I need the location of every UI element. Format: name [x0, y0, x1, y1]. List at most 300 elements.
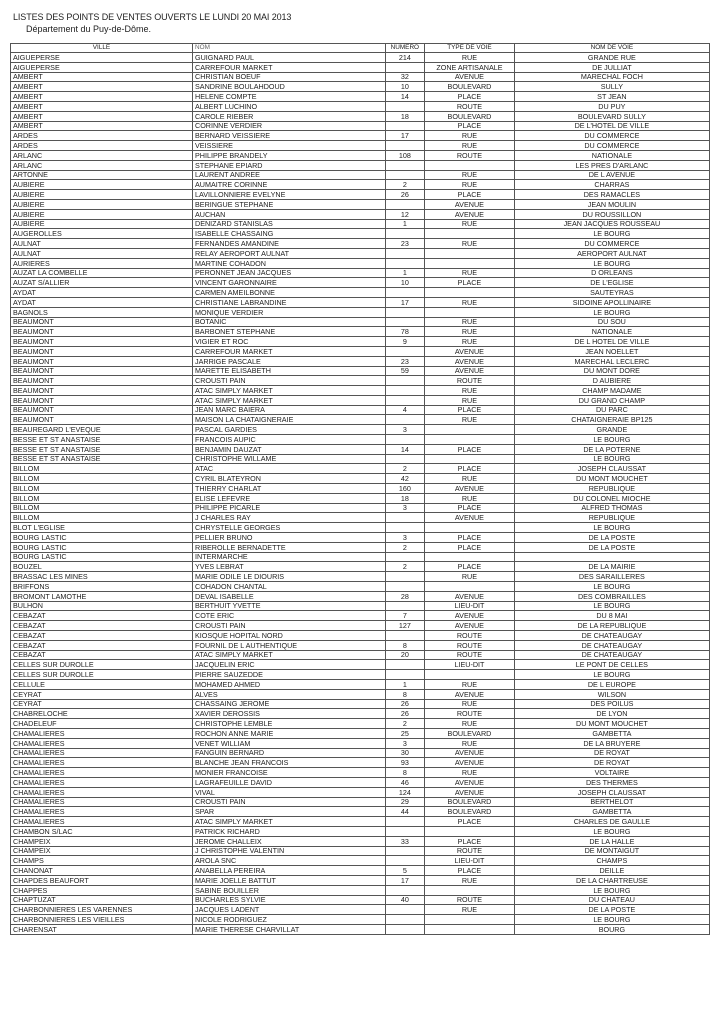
cell-numero: 78 [385, 327, 425, 337]
cell-nom-de-voie: LE BOURG [514, 582, 709, 592]
cell-numero: 20 [385, 650, 425, 660]
cell-nom: PIERRE SAUZEDDE [193, 670, 386, 680]
cell-type-de-voie: RUE [425, 875, 515, 885]
cell-type-de-voie: ROUTE [425, 150, 515, 160]
cell-nom-de-voie: DE LA MAIRIE [514, 562, 709, 572]
cell-numero [385, 846, 425, 856]
cell-type-de-voie: PLACE [425, 562, 515, 572]
table-row [11, 209, 710, 219]
table-row [11, 229, 710, 239]
cell-type-de-voie: BOULEVARD [425, 797, 515, 807]
cell-nom: LAURENT ANDREE [193, 170, 386, 180]
table-row [11, 631, 710, 641]
cell-ville: AUBIERE [11, 190, 193, 200]
cell-ville: CHARBONNIERES LES VIEILLES [11, 915, 193, 925]
cell-nom: HELENE COMPTE [193, 92, 386, 102]
cell-ville: AUBIERE [11, 180, 193, 190]
cell-type-de-voie: RUE [425, 268, 515, 278]
table-row [11, 807, 710, 817]
cell-nom: VIVAL [193, 787, 386, 797]
table-row [11, 199, 710, 209]
table-row [11, 297, 710, 307]
cell-type-de-voie: LIEU-DIT [425, 856, 515, 866]
cell-numero: 3 [385, 738, 425, 748]
cell-numero: 108 [385, 150, 425, 160]
table-row [11, 895, 710, 905]
cell-nom-de-voie [514, 552, 709, 562]
table-row [11, 846, 710, 856]
cell-type-de-voie: AVENUE [425, 199, 515, 209]
column-header-type-de-voie: TYPE DE VOIE [425, 44, 515, 53]
table-row [11, 689, 710, 699]
cell-numero: 17 [385, 875, 425, 885]
cell-ville: BILLOM [11, 513, 193, 523]
cell-nom-de-voie: DU MONT MOUCHET [514, 474, 709, 484]
cell-nom-de-voie: DU 8 MAI [514, 611, 709, 621]
cell-nom: JACQUELIN ERIC [193, 660, 386, 670]
cell-numero [385, 924, 425, 934]
cell-ville: ARLANC [11, 160, 193, 170]
cell-numero [385, 258, 425, 268]
cell-nom: MARIE THERESE CHARVILLAT [193, 924, 386, 934]
table-row [11, 885, 710, 895]
cell-type-de-voie [425, 924, 515, 934]
cell-ville: ARTONNE [11, 170, 193, 180]
table-row [11, 307, 710, 317]
cell-nom-de-voie: DE LA HALLE [514, 836, 709, 846]
table-row [11, 582, 710, 592]
cell-nom: CHRISTOPHE WILLAME [193, 454, 386, 464]
cell-type-de-voie [425, 425, 515, 435]
table-row [11, 82, 710, 92]
cell-type-de-voie: AVENUE [425, 72, 515, 82]
cell-nom: JEAN MARC BAIERA [193, 405, 386, 415]
table-row [11, 552, 710, 562]
cell-nom-de-voie: SIDOINE APOLLINAIRE [514, 297, 709, 307]
cell-ville: CHAMBON S/LAC [11, 826, 193, 836]
cell-type-de-voie: RUE [425, 572, 515, 582]
cell-nom-de-voie: DES COMBRAILLES [514, 591, 709, 601]
cell-nom-de-voie: JOSEPH CLAUSSAT [514, 464, 709, 474]
cell-ville: AMBERT [11, 111, 193, 121]
cell-ville: CHAMALIERES [11, 758, 193, 768]
cell-ville: CELLES SUR DUROLLE [11, 660, 193, 670]
cell-numero: 18 [385, 493, 425, 503]
cell-type-de-voie [425, 826, 515, 836]
table-row [11, 611, 710, 621]
cell-nom-de-voie: LE PONT DE CELLES [514, 660, 709, 670]
cell-nom: ATAC SIMPLY MARKET [193, 386, 386, 396]
column-header-numero: NUMERO [385, 44, 425, 53]
cell-numero: 33 [385, 836, 425, 846]
table-row [11, 866, 710, 876]
cell-nom-de-voie: D ORLEANS [514, 268, 709, 278]
cell-nom: FERNANDES AMANDINE [193, 239, 386, 249]
table-row [11, 141, 710, 151]
cell-ville: CHAPPES [11, 885, 193, 895]
table-row [11, 180, 710, 190]
cell-type-de-voie [425, 915, 515, 925]
table-row [11, 72, 710, 82]
cell-numero [385, 631, 425, 641]
cell-nom: CHASSAING JEROME [193, 699, 386, 709]
cell-type-de-voie: AVENUE [425, 484, 515, 494]
cell-nom: COTE ERIC [193, 611, 386, 621]
cell-type-de-voie: RUE [425, 699, 515, 709]
cell-ville: CHAPTUZAT [11, 895, 193, 905]
cell-numero: 160 [385, 484, 425, 494]
cell-nom-de-voie: DU COMMERCE [514, 141, 709, 151]
cell-nom-de-voie: LES PRES D'ARLANC [514, 160, 709, 170]
cell-type-de-voie: AVENUE [425, 777, 515, 787]
cell-nom-de-voie: DE LA POSTE [514, 533, 709, 543]
cell-nom-de-voie: CHARLES DE GAULLE [514, 817, 709, 827]
cell-type-de-voie: RUE [425, 327, 515, 337]
table-row [11, 366, 710, 376]
table-row [11, 709, 710, 719]
cell-nom: PASCAL GARDIES [193, 425, 386, 435]
cell-ville: AULNAT [11, 239, 193, 249]
cell-nom-de-voie: DEILLE [514, 866, 709, 876]
table-row [11, 121, 710, 131]
cell-type-de-voie: AVENUE [425, 611, 515, 621]
cell-nom-de-voie: CHAMP MADAME [514, 386, 709, 396]
cell-nom: BARBONET STEPHANE [193, 327, 386, 337]
cell-type-de-voie: PLACE [425, 542, 515, 552]
table-row [11, 817, 710, 827]
cell-numero: 2 [385, 562, 425, 572]
table-row [11, 219, 710, 229]
cell-numero: 26 [385, 190, 425, 200]
cell-ville: ARLANC [11, 150, 193, 160]
table-row [11, 523, 710, 533]
table-row [11, 905, 710, 915]
table-row [11, 258, 710, 268]
cell-type-de-voie [425, 160, 515, 170]
cell-ville: CHAMALIERES [11, 817, 193, 827]
cell-nom: XAVIER DEROSSIS [193, 709, 386, 719]
cell-nom-de-voie: LE BOURG [514, 258, 709, 268]
cell-numero [385, 582, 425, 592]
cell-type-de-voie: ROUTE [425, 376, 515, 386]
cell-type-de-voie: RUE [425, 415, 515, 425]
cell-numero [385, 817, 425, 827]
cell-ville: AMBERT [11, 72, 193, 82]
cell-nom: SANDRINE BOULAHDOUD [193, 82, 386, 92]
table-row [11, 680, 710, 690]
cell-type-de-voie: RUE [425, 386, 515, 396]
cell-nom-de-voie: DU GRAND CHAMP [514, 395, 709, 405]
cell-type-de-voie: LIEU-DIT [425, 601, 515, 611]
cell-type-de-voie: RUE [425, 474, 515, 484]
cell-nom: CYRIL BLATEYRON [193, 474, 386, 484]
cell-type-de-voie [425, 582, 515, 592]
table-row [11, 150, 710, 160]
cell-nom: BOTANIC [193, 317, 386, 327]
cell-type-de-voie: BOULEVARD [425, 82, 515, 92]
cell-numero: 40 [385, 895, 425, 905]
cell-nom: AUCHAN [193, 209, 386, 219]
cell-ville: AULNAT [11, 248, 193, 258]
cell-nom-de-voie: DE LA POSTE [514, 542, 709, 552]
cell-nom: INTERMARCHE [193, 552, 386, 562]
cell-ville: AUBIERE [11, 199, 193, 209]
table-row [11, 797, 710, 807]
cell-type-de-voie: PLACE [425, 866, 515, 876]
cell-nom-de-voie: DU CHATEAU [514, 895, 709, 905]
cell-ville: CHAMALIERES [11, 797, 193, 807]
cell-type-de-voie: RUE [425, 493, 515, 503]
cell-numero: 7 [385, 611, 425, 621]
cell-ville: BULHON [11, 601, 193, 611]
cell-type-de-voie: RUE [425, 317, 515, 327]
table-row [11, 346, 710, 356]
cell-type-de-voie: LIEU-DIT [425, 660, 515, 670]
cell-type-de-voie: AVENUE [425, 356, 515, 366]
cell-type-de-voie: PLACE [425, 278, 515, 288]
cell-ville: AUBIERE [11, 209, 193, 219]
cell-ville: CHAMALIERES [11, 787, 193, 797]
cell-type-de-voie: ROUTE [425, 631, 515, 641]
cell-type-de-voie [425, 288, 515, 298]
cell-ville: AIGUEPERSE [11, 53, 193, 63]
cell-ville: CHAMALIERES [11, 748, 193, 758]
cell-numero: 9 [385, 337, 425, 347]
cell-nom-de-voie: WILSON [514, 689, 709, 699]
table-row [11, 777, 710, 787]
table-row [11, 533, 710, 543]
cell-nom-de-voie: GRANDE RUE [514, 53, 709, 63]
cell-numero: 23 [385, 239, 425, 249]
cell-nom-de-voie: DE L AVENUE [514, 170, 709, 180]
cell-ville: CEBAZAT [11, 621, 193, 631]
cell-type-de-voie: BOULEVARD [425, 728, 515, 738]
cell-type-de-voie [425, 523, 515, 533]
cell-numero [385, 670, 425, 680]
cell-ville: BAGNOLS [11, 307, 193, 317]
cell-ville: AUBIERE [11, 219, 193, 229]
cell-nom: VIGIER ET ROC [193, 337, 386, 347]
cell-numero: 2 [385, 180, 425, 190]
cell-ville: CELLES SUR DUROLLE [11, 670, 193, 680]
table-row [11, 190, 710, 200]
table-body [11, 53, 710, 935]
table-row [11, 464, 710, 474]
cell-numero: 59 [385, 366, 425, 376]
cell-type-de-voie: AVENUE [425, 346, 515, 356]
cell-type-de-voie [425, 552, 515, 562]
cell-numero [385, 121, 425, 131]
cell-type-de-voie: RUE [425, 905, 515, 915]
cell-numero [385, 199, 425, 209]
cell-type-de-voie: ROUTE [425, 640, 515, 650]
cell-nom-de-voie: DU SOU [514, 317, 709, 327]
column-header-nom-de-voie: NOM DE VOIE [514, 44, 709, 53]
cell-numero: 14 [385, 444, 425, 454]
cell-ville: CEBAZAT [11, 631, 193, 641]
cell-type-de-voie: BOULEVARD [425, 807, 515, 817]
cell-ville: AYDAT [11, 297, 193, 307]
cell-nom-de-voie: DE CHATEAUGAY [514, 650, 709, 660]
cell-type-de-voie: AVENUE [425, 591, 515, 601]
table-row [11, 924, 710, 934]
cell-numero [385, 905, 425, 915]
table-row [11, 826, 710, 836]
table-row [11, 278, 710, 288]
cell-type-de-voie: RUE [425, 180, 515, 190]
cell-nom: LAGRAFEUILLE DAVID [193, 777, 386, 787]
table-row [11, 513, 710, 523]
cell-ville: CEBAZAT [11, 640, 193, 650]
cell-nom-de-voie: MARECHAL FOCH [514, 72, 709, 82]
cell-nom-de-voie: BERTHELOT [514, 797, 709, 807]
cell-nom: ALBERT LUCHINO [193, 101, 386, 111]
cell-type-de-voie: RUE [425, 297, 515, 307]
cell-ville: AUZAT LA COMBELLE [11, 268, 193, 278]
cell-ville: CHADELEUF [11, 719, 193, 729]
cell-nom: COHADON CHANTAL [193, 582, 386, 592]
cell-nom-de-voie: NATIONALE [514, 327, 709, 337]
cell-ville: BOUZEL [11, 562, 193, 572]
cell-nom-de-voie: DES POILUS [514, 699, 709, 709]
cell-nom: ALVES [193, 689, 386, 699]
cell-numero: 3 [385, 533, 425, 543]
cell-type-de-voie: AVENUE [425, 689, 515, 699]
table-row [11, 484, 710, 494]
cell-ville: BOURG LASTIC [11, 552, 193, 562]
table-row [11, 660, 710, 670]
column-header-ville: VILLE [11, 44, 193, 53]
cell-nom: BERNARD VEISSIERE [193, 131, 386, 141]
cell-type-de-voie: RUE [425, 680, 515, 690]
cell-ville: BEAUMONT [11, 415, 193, 425]
cell-numero [385, 435, 425, 445]
cell-nom: CHRISTIANE LABRANDINE [193, 297, 386, 307]
cell-type-de-voie: PLACE [425, 533, 515, 543]
cell-ville: BESSE ET ST ANASTAISE [11, 435, 193, 445]
cell-ville: CHAMPEIX [11, 836, 193, 846]
cell-numero [385, 572, 425, 582]
cell-numero: 29 [385, 797, 425, 807]
cell-ville: BILLOM [11, 484, 193, 494]
table-row [11, 591, 710, 601]
cell-nom-de-voie: DE L'HOTEL DE VILLE [514, 121, 709, 131]
cell-numero: 17 [385, 297, 425, 307]
cell-ville: CHAMALIERES [11, 807, 193, 817]
cell-type-de-voie: ROUTE [425, 650, 515, 660]
page-subtitle: Département du Puy-de-Dôme. [26, 24, 152, 34]
cell-numero [385, 346, 425, 356]
cell-nom-de-voie: DE LA POTERNE [514, 444, 709, 454]
cell-ville: CEYRAT [11, 699, 193, 709]
cell-nom: RELAY AEROPORT AULNAT [193, 248, 386, 258]
cell-numero [385, 523, 425, 533]
cell-nom: YVES LEBRAT [193, 562, 386, 572]
cell-nom: FOURNIL DE L AUTHENTIQUE [193, 640, 386, 650]
cell-nom: ANABELLA PEREIRA [193, 866, 386, 876]
cell-nom: PHILIPPE PICARLE [193, 503, 386, 513]
cell-nom-de-voie: DU COMMERCE [514, 239, 709, 249]
table-row [11, 542, 710, 552]
cell-numero: 46 [385, 777, 425, 787]
cell-nom: GUIGNARD PAUL [193, 53, 386, 63]
cell-type-de-voie: PLACE [425, 817, 515, 827]
cell-numero: 10 [385, 82, 425, 92]
table-row [11, 53, 710, 63]
cell-numero: 23 [385, 356, 425, 366]
table-row [11, 650, 710, 660]
cell-nom: PELLIER BRUNO [193, 533, 386, 543]
cell-nom: PATRICK RICHARD [193, 826, 386, 836]
cell-type-de-voie: PLACE [425, 444, 515, 454]
cell-ville: BEAUMONT [11, 366, 193, 376]
cell-ville: BESSE ET ST ANASTAISE [11, 444, 193, 454]
cell-type-de-voie [425, 454, 515, 464]
cell-nom-de-voie: SULLY [514, 82, 709, 92]
cell-numero: 127 [385, 621, 425, 631]
column-header-nom: NOM [193, 44, 386, 53]
cell-numero [385, 160, 425, 170]
cell-type-de-voie: AVENUE [425, 366, 515, 376]
cell-nom-de-voie: NATIONALE [514, 150, 709, 160]
cell-nom-de-voie: VOLTAIRE [514, 768, 709, 778]
cell-nom: VINCENT GARONNAIRE [193, 278, 386, 288]
cell-ville: AIGUEPERSE [11, 62, 193, 72]
cell-nom: BLANCHE JEAN FRANCOIS [193, 758, 386, 768]
cell-type-de-voie: PLACE [425, 836, 515, 846]
cell-nom-de-voie: LE BOURG [514, 601, 709, 611]
cell-nom-de-voie: DU COLONEL MIOCHE [514, 493, 709, 503]
cell-numero: 28 [385, 591, 425, 601]
cell-type-de-voie: RUE [425, 768, 515, 778]
cell-type-de-voie: RUE [425, 53, 515, 63]
cell-type-de-voie [425, 885, 515, 895]
cell-nom-de-voie: D AUBIERE [514, 376, 709, 386]
cell-nom-de-voie: CHAMPS [514, 856, 709, 866]
cell-ville: BEAUMONT [11, 337, 193, 347]
cell-nom: PHILIPPE BRANDELY [193, 150, 386, 160]
cell-numero: 124 [385, 787, 425, 797]
cell-numero: 8 [385, 640, 425, 650]
cell-numero [385, 62, 425, 72]
cell-numero: 44 [385, 807, 425, 817]
table-row [11, 699, 710, 709]
cell-ville: ARDES [11, 131, 193, 141]
cell-ville: BOURG LASTIC [11, 533, 193, 543]
cell-nom: JARRIGE PASCALE [193, 356, 386, 366]
table-row [11, 503, 710, 513]
cell-numero [385, 229, 425, 239]
cell-nom: THIERRY CHARLAT [193, 484, 386, 494]
table-row [11, 337, 710, 347]
cell-nom: JACQUES LADENT [193, 905, 386, 915]
table-row [11, 875, 710, 885]
table-row [11, 601, 710, 611]
cell-numero [385, 915, 425, 925]
table-row [11, 170, 710, 180]
table-row [11, 758, 710, 768]
cell-type-de-voie: AVENUE [425, 758, 515, 768]
cell-ville: AURIERES [11, 258, 193, 268]
cell-nom-de-voie: DE CHATEAUGAY [514, 640, 709, 650]
cell-numero: 10 [385, 278, 425, 288]
cell-nom-de-voie: GAMBETTA [514, 728, 709, 738]
cell-nom-de-voie: LE BOURG [514, 454, 709, 464]
cell-numero [385, 307, 425, 317]
cell-nom: MARETTE ELISABETH [193, 366, 386, 376]
cell-nom-de-voie: MARECHAL LECLERC [514, 356, 709, 366]
cell-nom: BENJAMIN DAUZAT [193, 444, 386, 454]
